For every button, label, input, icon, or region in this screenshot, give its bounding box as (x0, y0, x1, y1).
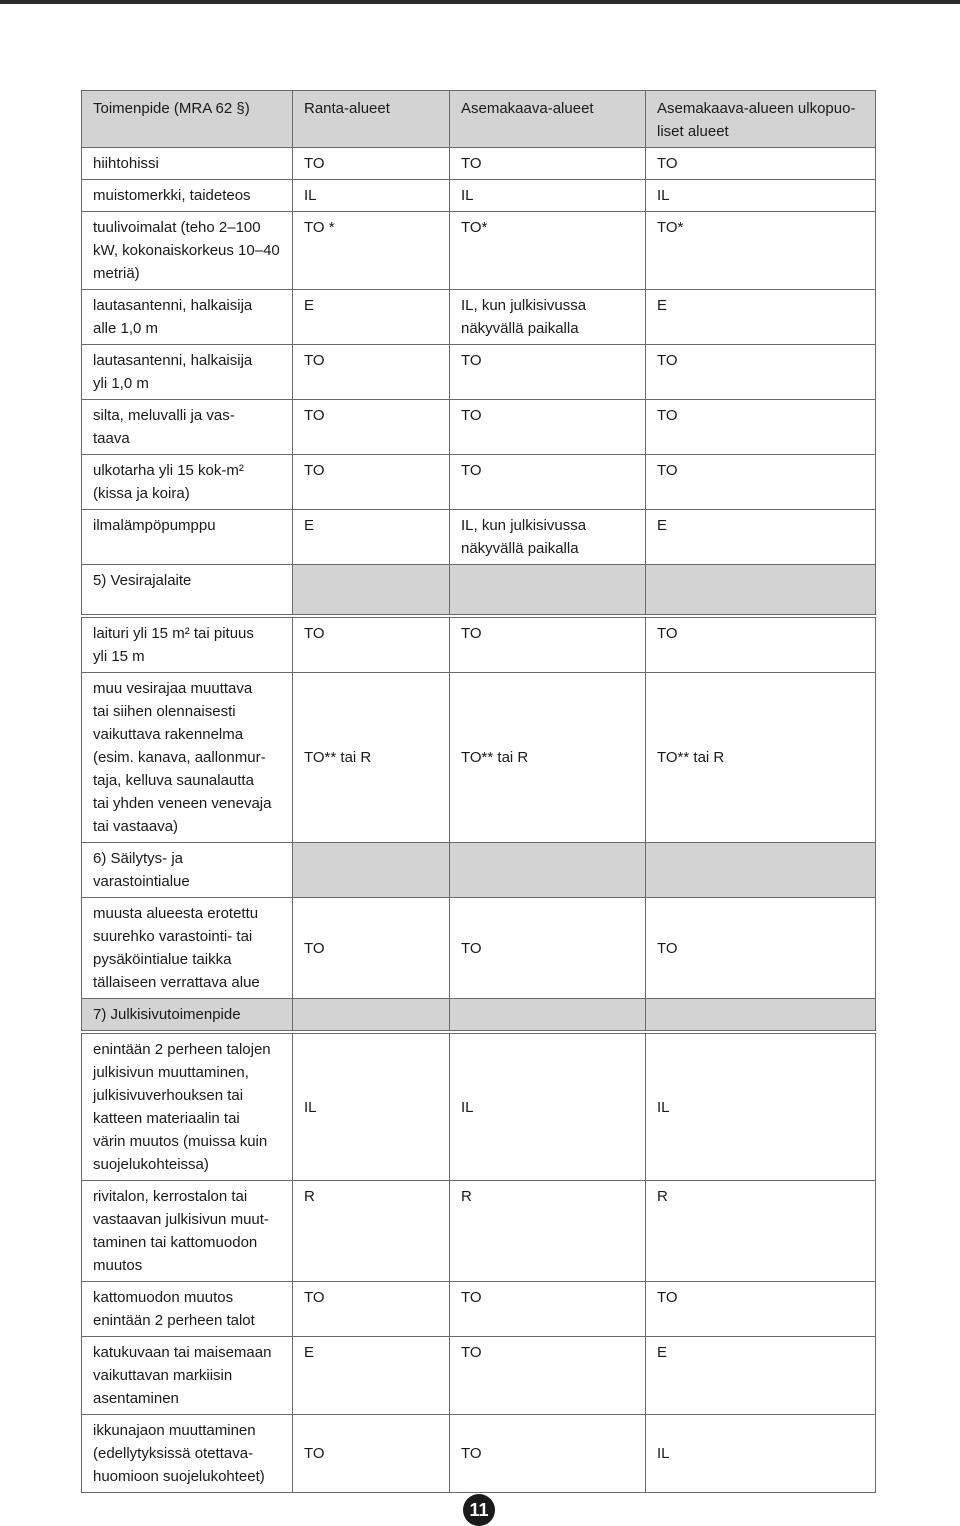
table-row (82, 1415, 876, 1493)
cell: TO (450, 1337, 646, 1415)
header-cell-shore-areas: Ranta-alueet (293, 91, 450, 148)
cell: TO (293, 345, 450, 400)
cell: E (293, 510, 450, 565)
table-row (82, 510, 876, 565)
row-label: ilmalämpöpumppu (82, 510, 293, 565)
table-row (82, 290, 876, 345)
cell: TO* (646, 212, 876, 290)
cell: IL (293, 180, 450, 212)
cell: IL, kun julkisivussa näkyvällä paikalla (450, 510, 646, 565)
cell: TO (293, 455, 450, 510)
header-cell-outside-plan-areas: Asemakaava-alueen ulkopuo- liset alueet (646, 91, 876, 148)
shaded-cell (450, 565, 646, 615)
row-label: ikkunajaon muuttaminen (edellytyksissä otettava- huomioon suojelukohteet) (82, 1415, 293, 1493)
shaded-cell (646, 565, 876, 615)
cell: TO (293, 898, 450, 999)
cell: TO (450, 455, 646, 510)
row-label: lautasantenni, halkaisija alle 1,0 m (82, 290, 293, 345)
header-cell-plan-areas: Asemakaava-alueet (450, 91, 646, 148)
table-row (82, 1034, 876, 1181)
table-header-row (82, 91, 876, 148)
section-row (82, 843, 876, 898)
cell: TO (293, 148, 450, 180)
table-row (82, 345, 876, 400)
cell: IL (646, 180, 876, 212)
table-row (82, 673, 876, 843)
section-title: 6) Säilytys- ja varastointialue (82, 843, 293, 898)
row-label: enintään 2 perheen talojen julkisivun muuttaminen, julkisivuverhouksen tai katteen materiaalin tai värin muutos (muissa kuin suojelukohteissa) (82, 1034, 293, 1181)
cell: TO* (450, 212, 646, 290)
shaded-cell (646, 999, 876, 1031)
cell: TO (646, 1282, 876, 1337)
row-label: lautasantenni, halkaisija yli 1,0 m (82, 345, 293, 400)
cell: IL, kun julkisivussa näkyvällä paikalla (450, 290, 646, 345)
cell: TO (450, 1282, 646, 1337)
cell: TO (293, 1282, 450, 1337)
table-row (82, 400, 876, 455)
cell: TO * (293, 212, 450, 290)
cell: E (293, 1337, 450, 1415)
cell: TO (450, 898, 646, 999)
cell: TO (293, 618, 450, 673)
cell: E (646, 510, 876, 565)
section-row (82, 999, 876, 1031)
shaded-cell (450, 843, 646, 898)
row-label: muusta alueesta erotettu suurehko varastointi- tai pysäköintialue taikka tällaiseen verrattava alue (82, 898, 293, 999)
shaded-cell (646, 843, 876, 898)
row-label: hiihtohissi (82, 148, 293, 180)
cell: TO (450, 148, 646, 180)
cell: TO (293, 400, 450, 455)
section-title: 5) Vesirajalaite (82, 565, 293, 615)
cell: IL (646, 1034, 876, 1181)
table-row (82, 180, 876, 212)
permit-table (81, 90, 876, 1493)
table-row (82, 1181, 876, 1282)
table-row (82, 898, 876, 999)
top-border (0, 0, 960, 4)
cell: R (646, 1181, 876, 1282)
table-row (82, 455, 876, 510)
row-label: muu vesirajaa muuttava tai siihen olennaisesti vaikuttava rakennelma (esim. kanava, aallonmur- taja, kelluva saunalautta tai yhden veneen venevaja tai vastaava) (82, 673, 293, 843)
cell: TO (450, 345, 646, 400)
section-row (82, 565, 876, 615)
row-label: ulkotarha yli 15 kok-m² (kissa ja koira) (82, 455, 293, 510)
cell: TO** tai R (646, 673, 876, 843)
row-label: rivitalon, kerrostalon tai vastaavan julkisivun muut- taminen tai kattomuodon muutos (82, 1181, 293, 1282)
page-number-badge: 11 (463, 1494, 495, 1526)
shaded-cell (450, 999, 646, 1031)
cell: R (293, 1181, 450, 1282)
cell: TO (646, 148, 876, 180)
shaded-cell (293, 565, 450, 615)
table-row (82, 618, 876, 673)
section-title: 7) Julkisivutoimenpide (82, 999, 293, 1031)
row-label: tuulivoimalat (teho 2–100 kW, kokonaiskorkeus 10–40 metriä) (82, 212, 293, 290)
cell: IL (450, 1034, 646, 1181)
cell: TO** tai R (293, 673, 450, 843)
cell: IL (646, 1415, 876, 1493)
cell: TO (646, 618, 876, 673)
cell: E (646, 1337, 876, 1415)
cell: IL (450, 180, 646, 212)
cell: TO (646, 898, 876, 999)
cell: TO (450, 400, 646, 455)
table-row (82, 148, 876, 180)
table-row (82, 1337, 876, 1415)
cell: R (450, 1181, 646, 1282)
row-label: kattomuodon muutos enintään 2 perheen talot (82, 1282, 293, 1337)
row-label: katukuvaan tai maisemaan vaikuttavan markiisin asentaminen (82, 1337, 293, 1415)
table-row (82, 212, 876, 290)
cell: TO** tai R (450, 673, 646, 843)
cell: TO (646, 400, 876, 455)
cell: TO (450, 618, 646, 673)
header-cell-measure: Toimenpide (MRA 62 §) (82, 91, 293, 148)
row-label: muistomerkki, taideteos (82, 180, 293, 212)
cell: TO (293, 1415, 450, 1493)
row-label: laituri yli 15 m² tai pituus yli 15 m (82, 618, 293, 673)
cell: E (293, 290, 450, 345)
cell: TO (646, 455, 876, 510)
table-row (82, 1282, 876, 1337)
cell: IL (293, 1034, 450, 1181)
cell: TO (646, 345, 876, 400)
row-label: silta, meluvalli ja vas- taava (82, 400, 293, 455)
shaded-cell (293, 999, 450, 1031)
cell: TO (450, 1415, 646, 1493)
cell: E (646, 290, 876, 345)
shaded-cell (293, 843, 450, 898)
